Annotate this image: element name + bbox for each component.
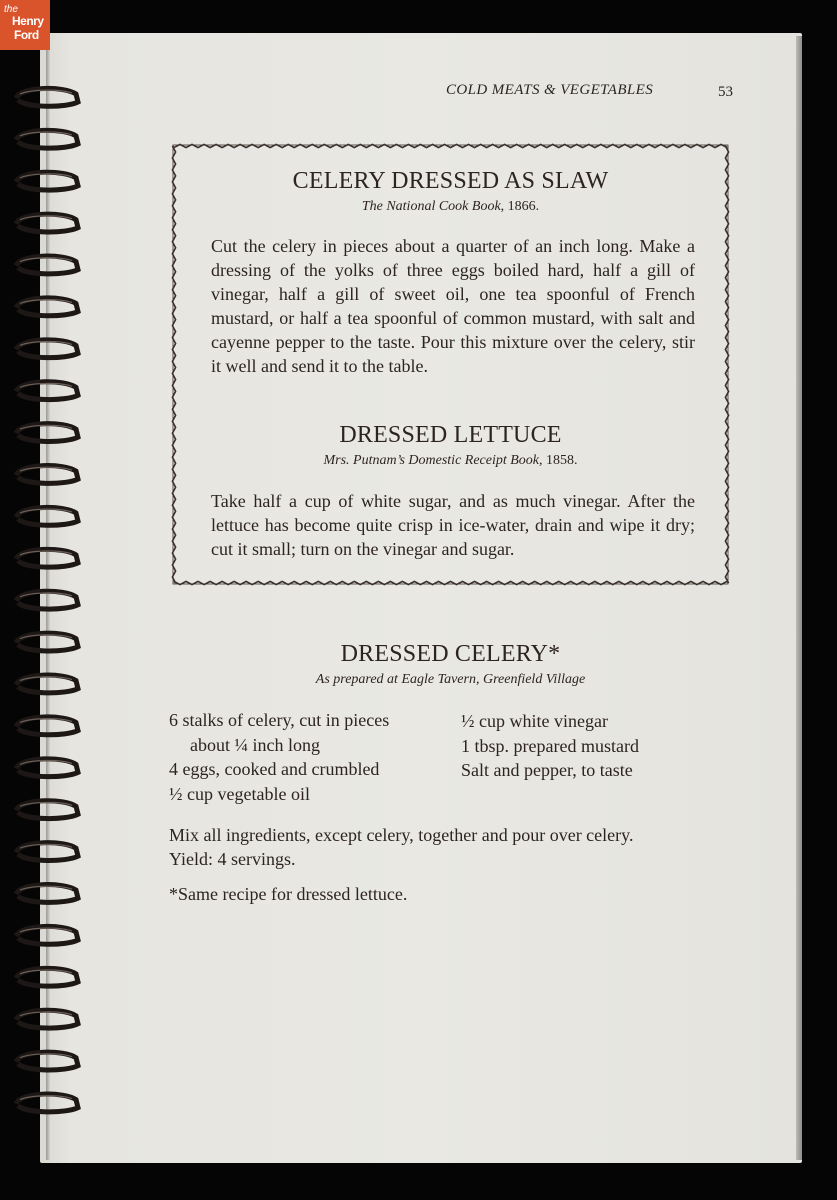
- spiral-coil: [16, 968, 78, 986]
- spiral-coil: [16, 717, 78, 735]
- spiral-coil: [16, 172, 78, 190]
- spiral-coil: [16, 801, 78, 819]
- recipe-method: Mix all ingredients, except celery, together and pour over celery.: [169, 825, 634, 845]
- spiral-coil: [16, 466, 78, 484]
- spiral-coil: [16, 424, 78, 442]
- ingredient-item: Salt and pepper, to taste: [461, 760, 633, 780]
- spiral-coil: [16, 675, 78, 693]
- spiral-coil: [16, 256, 78, 274]
- running-head: COLD MEATS & VEGETABLES: [446, 82, 654, 98]
- page-edge: [796, 36, 802, 1160]
- spiral-binding: [12, 70, 92, 1130]
- spiral-coil: [16, 88, 78, 106]
- recipe-source: Mrs. Putnam’s Domestic Receipt Book, 1858.: [323, 453, 578, 468]
- page-number: 53: [718, 84, 733, 100]
- spiral-coil: [16, 759, 78, 777]
- ingredient-item: ½ cup white vinegar: [461, 711, 608, 731]
- ingredient-item: 6 stalks of celery, cut in pieces: [169, 710, 390, 730]
- ingredient-item: about ¼ inch long: [190, 734, 320, 755]
- spiral-coil: [16, 382, 78, 400]
- spiral-coil: [16, 843, 78, 861]
- spiral-coil: [16, 926, 78, 944]
- spiral-coil: [16, 549, 78, 567]
- spiral-coil: [16, 633, 78, 651]
- recipe-title: CELERY DRESSED AS SLAW: [292, 168, 609, 194]
- spiral-coil: [16, 298, 78, 316]
- henry-ford-logo: the Henry Ford: [0, 0, 50, 50]
- spiral-coil: [16, 214, 78, 232]
- spiral-coil: [16, 1010, 78, 1028]
- ingredient-item: 1 tbsp. prepared mustard: [461, 735, 639, 756]
- ingredient-item: ½ cup vegetable oil: [169, 783, 310, 804]
- recipe-body: Take half a cup of white sugar, and as much vinegar. After the lettuce has become quite crisp in ice-water, drain and wipe it dry; cut it small; turn on the vinegar and sugar.: [211, 491, 695, 559]
- spiral-coil: [16, 1052, 78, 1070]
- spiral-coil: [16, 1094, 78, 1112]
- spiral-coil: [16, 591, 78, 609]
- recipe-footnote: *Same recipe for dressed lettuce.: [169, 884, 408, 904]
- spiral-coil: [16, 130, 78, 148]
- ingredients-right: [461, 709, 639, 783]
- recipe-title: DRESSED CELERY*: [340, 641, 561, 667]
- spiral-coil: [16, 340, 78, 358]
- spiral-coil: [16, 885, 78, 903]
- ingredient-item: 4 eggs, cooked and crumbled: [169, 759, 380, 779]
- recipe-source: As prepared at Eagle Tavern, Greenfield Village: [315, 672, 586, 687]
- recipe-yield: Yield: 4 servings.: [169, 849, 296, 869]
- recipe-title: DRESSED LETTUCE: [339, 422, 562, 448]
- recipe-source: The National Cook Book, 1866.: [361, 199, 540, 214]
- recipe-body: Cut the celery in pieces about a quarter of an inch long. Make a dressing of the yolks of three eggs boiled hard, half a gill of vinegar, half a gill of sweet oil, one tea spoonful of French mustard, or half a tea spoonful of common mustard, with salt and cayenne pepper to the taste. Pour this mixture over the celery, stir it well and send it to the table.: [211, 236, 695, 376]
- spiral-coil: [16, 507, 78, 525]
- ingredients-left: [169, 708, 389, 806]
